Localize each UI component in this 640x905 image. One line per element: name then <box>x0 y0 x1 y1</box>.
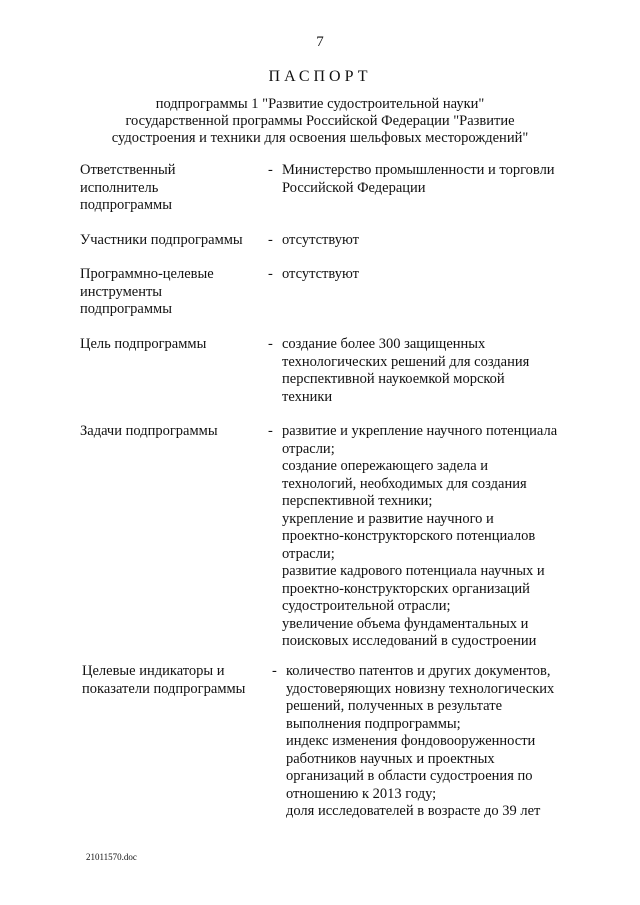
row-value <box>282 266 359 284</box>
value-line: количество патентов и других документов, <box>286 663 551 679</box>
document-filename: 21011570.doc <box>86 852 137 862</box>
label-line: Участники подпрограммы <box>80 232 243 248</box>
value-line: создание опережающего задела и <box>282 458 489 474</box>
value-line: выполнения подпрограммы; <box>286 715 461 732</box>
label-line: Целевые индикаторы и <box>82 663 225 679</box>
value-line: техники <box>282 388 333 405</box>
document-title: ПАСПОРТ <box>268 68 372 85</box>
row-label <box>82 663 245 698</box>
row-dash: - <box>268 232 273 248</box>
value-line: проектно-конструкторских организаций <box>282 580 530 597</box>
row-value <box>282 336 529 406</box>
value-line: отсутствуют <box>282 266 359 282</box>
value-line: увеличение объема фундаментальных и <box>282 615 529 632</box>
label-line: Ответственный <box>80 162 176 178</box>
value-line: технологий, необходимых для создания <box>282 475 527 492</box>
value-line: отношению к 2013 году; <box>286 785 437 802</box>
row-label <box>80 336 206 354</box>
value-line: создание более 300 защищенных <box>282 336 486 352</box>
row-dash: - <box>268 336 273 352</box>
value-line: укрепление и развитие научного и <box>282 510 494 527</box>
value-line: проектно-конструкторского потенциалов <box>282 528 536 544</box>
value-line: решений, полученных в результате <box>286 698 502 714</box>
value-line: Российской Федерации <box>282 179 426 196</box>
label-line: подпрограммы <box>80 197 172 213</box>
row-label <box>80 162 176 215</box>
row-label <box>80 266 214 319</box>
label-line: Задачи подпрограммы <box>80 423 218 439</box>
label-line: Программно-целевые <box>80 266 214 282</box>
value-line: доля исследователей в возрасте до 39 лет <box>286 803 541 819</box>
label-line: показатели подпрограммы <box>82 680 246 697</box>
value-line: перспективной техники; <box>282 493 433 509</box>
row-value <box>286 663 554 821</box>
value-line: индекс изменения фондовооруженности <box>286 733 536 749</box>
value-line: развитие и укрепление научного потенциала <box>282 423 558 439</box>
page-number: 7 <box>316 34 324 50</box>
row-dash: - <box>272 663 277 679</box>
subtitle-line: государственной программы Российской Федерации "Развитие <box>125 113 515 129</box>
value-line: работников научных и проектных <box>286 750 495 767</box>
value-line: отрасли; <box>282 545 335 562</box>
row-value <box>282 232 359 250</box>
row-dash: - <box>268 266 273 282</box>
row-value <box>282 423 557 651</box>
row-dash: - <box>268 423 273 439</box>
row-dash: - <box>268 162 273 178</box>
value-line: развитие кадрового потенциала научных и <box>282 563 545 579</box>
value-line: судостроительной отрасли; <box>282 598 451 614</box>
document-subtitle <box>0 96 640 147</box>
label-line: инструменты <box>80 283 163 300</box>
row-value <box>282 162 555 197</box>
value-line: перспективной наукоемкой морской <box>282 371 505 387</box>
label-line: подпрограммы <box>80 301 172 317</box>
value-line: отрасли; <box>282 440 335 457</box>
label-line: исполнитель <box>80 179 159 196</box>
row-label <box>80 232 243 250</box>
subtitle-line: судостроения и техники для освоения шельфовых месторождений" <box>111 130 529 146</box>
value-line: отсутствуют <box>282 232 359 248</box>
value-line: организаций в области судостроения по <box>286 768 533 784</box>
value-line: поисковых исследований в судостроении <box>282 633 537 649</box>
label-line: Цель подпрограммы <box>80 336 207 352</box>
row-label <box>80 423 218 441</box>
subtitle-line: подпрограммы 1 "Развитие судостроительной науки" <box>155 96 485 112</box>
value-line: Министерство промышленности и торговли <box>282 162 555 178</box>
value-line: удостоверяющих новизну технологических <box>286 680 555 697</box>
value-line: технологических решений для создания <box>282 353 530 370</box>
